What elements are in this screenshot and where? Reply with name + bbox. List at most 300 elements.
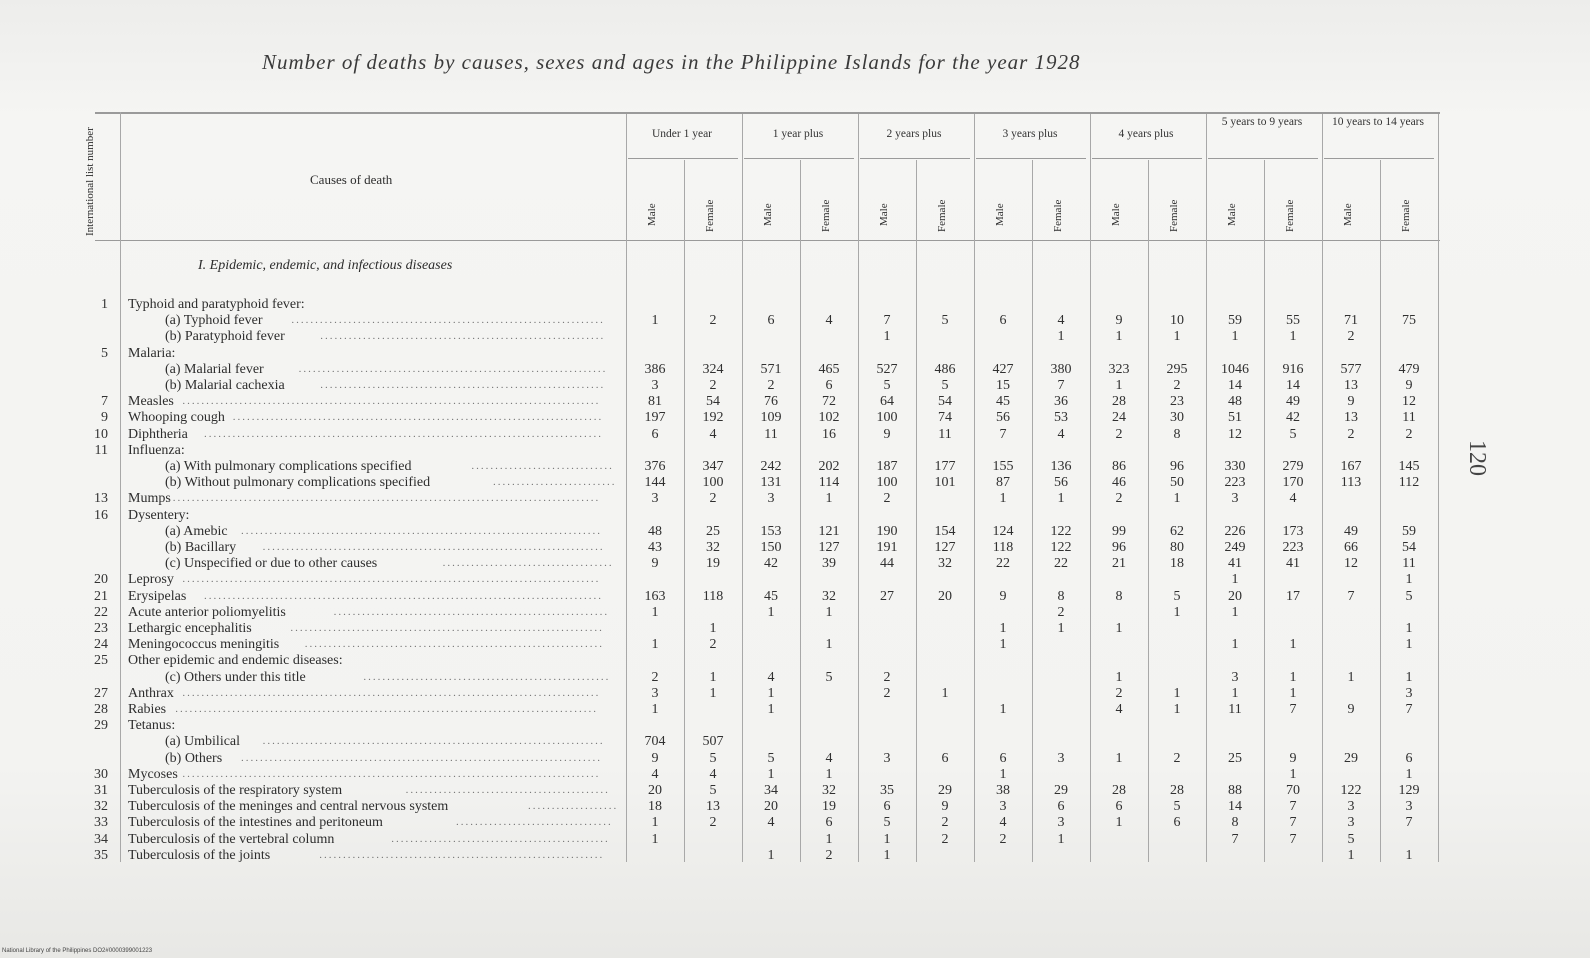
table-cell: 28 bbox=[1170, 783, 1184, 798]
table-cell: 704 bbox=[644, 734, 666, 750]
table-cell: 1 bbox=[1115, 815, 1123, 831]
table-cell: 43 bbox=[648, 540, 662, 555]
column-rule bbox=[742, 114, 743, 862]
cause-label: Influenza: bbox=[128, 442, 185, 458]
table-cell: 2 bbox=[883, 669, 891, 685]
table-cell: 2 bbox=[1347, 426, 1355, 442]
table-cell: 7 bbox=[999, 426, 1007, 442]
table-cell: 9 bbox=[651, 750, 659, 766]
table-cell: 7 bbox=[1231, 831, 1239, 847]
list-number: 33 bbox=[94, 815, 108, 831]
list-number: 9 bbox=[101, 410, 108, 426]
table-cell: 74 bbox=[938, 410, 952, 426]
table-cell: 145 bbox=[1398, 459, 1420, 474]
column-rule bbox=[858, 114, 859, 862]
cause-label: Meningococcus meningitis bbox=[128, 637, 280, 653]
table-cell: 1 bbox=[825, 766, 833, 782]
table-cell: 51 bbox=[1228, 410, 1242, 426]
header-top-rule bbox=[95, 112, 1440, 114]
table-cell: 86 bbox=[1112, 459, 1126, 474]
table-cell: 122 bbox=[1340, 783, 1362, 798]
cause-label: (a) Umbilical bbox=[165, 734, 241, 750]
table-cell: 6 bbox=[883, 799, 891, 815]
list-number: 28 bbox=[94, 702, 108, 717]
table-cell: 59 bbox=[1228, 313, 1242, 329]
leader-dots: .............................. bbox=[471, 460, 614, 472]
table-cell: 7 bbox=[1057, 378, 1065, 393]
table-cell: 1 bbox=[999, 491, 1007, 507]
table-cell: 2 bbox=[1115, 491, 1123, 507]
age-group-header: 1 year plus bbox=[772, 128, 824, 140]
table-cell: 1 bbox=[651, 313, 659, 329]
age-group-header: 3 years plus bbox=[1002, 128, 1058, 140]
list-number: 34 bbox=[94, 831, 108, 847]
male-header: Male bbox=[646, 203, 658, 226]
cause-label: (a) With pulmonary complications specified bbox=[165, 459, 412, 474]
table-cell: 1 bbox=[825, 637, 833, 653]
table-cell: 1 bbox=[1289, 766, 1297, 782]
table-cell: 20 bbox=[1228, 588, 1242, 604]
list-number-header: International list number bbox=[84, 127, 96, 236]
table-cell: 2 bbox=[1405, 426, 1413, 442]
table-cell: 9 bbox=[1405, 378, 1413, 393]
table-cell: 7 bbox=[1289, 702, 1297, 717]
table-cell: 4 bbox=[1057, 426, 1065, 442]
table-cell: 2 bbox=[999, 831, 1007, 847]
table-cell: 1 bbox=[1173, 604, 1181, 620]
list-number: 10 bbox=[94, 426, 108, 442]
column-rule bbox=[1438, 114, 1439, 862]
table-cell: 122 bbox=[1050, 523, 1072, 539]
table-cell: 571 bbox=[760, 361, 782, 377]
table-cell: 347 bbox=[702, 459, 724, 474]
table-cell: 1 bbox=[651, 637, 659, 653]
list-number: 27 bbox=[94, 685, 108, 701]
table-cell: 192 bbox=[702, 410, 724, 426]
list-number: 32 bbox=[94, 799, 108, 815]
leader-dots: ............................................................ bbox=[320, 330, 606, 343]
table-cell: 1 bbox=[1405, 766, 1413, 782]
table-cell: 5 bbox=[883, 815, 891, 831]
table-cell: 1 bbox=[1057, 491, 1065, 507]
table-cell: 3 bbox=[1347, 799, 1355, 815]
table-cell: 6 bbox=[651, 426, 659, 442]
age-group-rule bbox=[1324, 158, 1434, 159]
table-cell: 42 bbox=[764, 556, 778, 572]
table-cell: 3 bbox=[1231, 491, 1239, 507]
table-cell: 48 bbox=[648, 523, 662, 539]
table-cell: 6 bbox=[999, 750, 1007, 766]
table-cell: 75 bbox=[1402, 313, 1416, 329]
table-cell: 136 bbox=[1050, 459, 1072, 474]
table-cell: 9 bbox=[651, 556, 659, 572]
list-number: 21 bbox=[94, 588, 108, 604]
column-rule bbox=[1206, 114, 1207, 862]
table-cell: 242 bbox=[760, 459, 782, 474]
table-cell: 72 bbox=[822, 394, 836, 410]
table-cell: 18 bbox=[648, 799, 662, 815]
table-cell: 1 bbox=[767, 847, 775, 863]
table-cell: 155 bbox=[992, 459, 1014, 474]
table-cell: 38 bbox=[996, 783, 1010, 798]
table-cell: 3 bbox=[1057, 815, 1065, 831]
leader-dots: ............................................................................ bbox=[241, 751, 602, 764]
table-cell: 376 bbox=[644, 459, 666, 474]
table-cell: 295 bbox=[1166, 361, 1188, 377]
leader-dots: .................................................................. bbox=[291, 314, 605, 327]
table-cell: 2 bbox=[1173, 378, 1181, 393]
female-header: Female bbox=[1052, 199, 1064, 232]
table-cell: 6 bbox=[1115, 799, 1123, 815]
table-cell: 1 bbox=[1057, 621, 1065, 636]
table-cell: 32 bbox=[706, 540, 720, 555]
table-cell: 71 bbox=[1344, 313, 1358, 329]
cause-label: (c) Others under this title bbox=[165, 669, 306, 685]
leader-dots: ............................................................................ bbox=[241, 524, 602, 537]
leader-dots: ........................................................................................ bbox=[182, 395, 601, 408]
table-cell: 8 bbox=[1057, 588, 1065, 604]
age-group-header: 10 years to 14 years bbox=[1332, 116, 1424, 128]
table-cell: 49 bbox=[1344, 523, 1358, 539]
table-cell: 6 bbox=[825, 378, 833, 393]
table-cell: 6 bbox=[1405, 750, 1413, 766]
table-cell: 380 bbox=[1050, 361, 1072, 377]
female-header: Female bbox=[1168, 199, 1180, 232]
list-number: 11 bbox=[94, 442, 108, 458]
table-cell: 1 bbox=[1347, 669, 1355, 685]
table-cell: 32 bbox=[822, 783, 836, 798]
table-cell: 1 bbox=[999, 702, 1007, 717]
table-cell: 916 bbox=[1282, 361, 1304, 377]
list-number: 22 bbox=[94, 604, 108, 620]
table-cell: 2 bbox=[709, 491, 717, 507]
table-cell: 1 bbox=[709, 669, 717, 685]
table-cell: 100 bbox=[876, 475, 898, 491]
age-group-rule bbox=[744, 158, 854, 159]
cause-label: Mycoses bbox=[128, 766, 178, 782]
table-cell: 1 bbox=[1115, 621, 1123, 636]
table-cell: 2 bbox=[1057, 604, 1065, 620]
table-cell: 6 bbox=[999, 313, 1007, 329]
table-cell: 154 bbox=[934, 523, 956, 539]
table-cell: 22 bbox=[996, 556, 1010, 572]
causes-header: Causes of death bbox=[310, 172, 393, 187]
table-cell: 5 bbox=[1289, 426, 1297, 442]
table-cell: 330 bbox=[1224, 459, 1246, 474]
table-cell: 62 bbox=[1170, 523, 1184, 539]
table-cell: 4 bbox=[825, 313, 833, 329]
list-number: 35 bbox=[94, 847, 108, 863]
section-title: I. Epidemic, endemic, and infectious diseases bbox=[198, 258, 453, 273]
table-cell: 11 bbox=[1402, 556, 1416, 572]
table-cell: 13 bbox=[1344, 410, 1358, 426]
table-cell: 9 bbox=[1347, 394, 1355, 410]
leader-dots: ................................................................. bbox=[298, 362, 608, 375]
column-rule bbox=[1148, 160, 1149, 862]
male-header: Male bbox=[762, 203, 774, 226]
table-cell: 226 bbox=[1224, 523, 1246, 539]
list-number: 31 bbox=[94, 783, 108, 798]
table-cell: 5 bbox=[709, 750, 717, 766]
table-cell: 81 bbox=[648, 394, 662, 410]
column-rule bbox=[1032, 160, 1033, 862]
table-cell: 19 bbox=[822, 799, 836, 815]
table-cell: 18 bbox=[1170, 556, 1184, 572]
age-group-rule bbox=[1092, 158, 1202, 159]
table-cell: 9 bbox=[1289, 750, 1297, 766]
table-cell: 3 bbox=[651, 491, 659, 507]
age-group-rule bbox=[860, 158, 970, 159]
table-cell: 8 bbox=[1115, 588, 1123, 604]
table-cell: 6 bbox=[825, 815, 833, 831]
table-cell: 1 bbox=[999, 637, 1007, 653]
table-cell: 7 bbox=[1405, 815, 1413, 831]
cause-label: Erysipelas bbox=[128, 588, 187, 604]
footer-credit: National Library of the Philippines DO2#0000399001223 bbox=[2, 948, 153, 954]
table-cell: 2 bbox=[941, 831, 949, 847]
table-cell: 11 bbox=[1402, 410, 1416, 426]
table-cell: 36 bbox=[1054, 394, 1068, 410]
table-cell: 1 bbox=[1231, 329, 1239, 345]
table-cell: 465 bbox=[818, 361, 840, 377]
table-cell: 109 bbox=[760, 410, 782, 426]
leader-dots: .................................................... bbox=[363, 670, 611, 683]
table-cell: 80 bbox=[1170, 540, 1184, 555]
table-cell: 48 bbox=[1228, 394, 1242, 410]
cause-label: (c) Unspecified or due to other causes bbox=[165, 556, 378, 572]
table-cell: 4 bbox=[709, 426, 717, 442]
table-cell: 323 bbox=[1108, 361, 1130, 377]
table-cell: 28 bbox=[1112, 394, 1126, 410]
table-cell: 3 bbox=[651, 378, 659, 393]
table-cell: 3 bbox=[1057, 750, 1065, 766]
cause-label: Other epidemic and endemic diseases: bbox=[128, 653, 343, 669]
table-cell: 16 bbox=[822, 426, 836, 442]
table-cell: 28 bbox=[1112, 783, 1126, 798]
cause-label: (a) Malarial fever bbox=[165, 361, 264, 377]
table-cell: 4 bbox=[709, 766, 717, 782]
cause-label: Lethargic encephalitis bbox=[128, 621, 252, 636]
table-cell: 101 bbox=[934, 475, 956, 491]
table-cell: 3 bbox=[1231, 669, 1239, 685]
table-cell: 54 bbox=[706, 394, 720, 410]
table-cell: 427 bbox=[992, 361, 1014, 377]
cause-label: Tuberculosis of the vertebral column bbox=[128, 831, 335, 847]
table-cell: 1 bbox=[1289, 685, 1297, 701]
table-cell: 22 bbox=[1054, 556, 1068, 572]
table-cell: 46 bbox=[1112, 475, 1126, 491]
table-cell: 17 bbox=[1286, 588, 1300, 604]
cause-label: (b) Others bbox=[165, 750, 223, 766]
table-cell: 527 bbox=[876, 361, 898, 377]
table-cell: 12 bbox=[1228, 426, 1242, 442]
leader-dots: .............................................................................. bbox=[232, 411, 604, 424]
table-cell: 24 bbox=[1112, 410, 1126, 426]
table-cell: 7 bbox=[1405, 702, 1413, 717]
table-cell: 2 bbox=[709, 313, 717, 329]
table-cell: 4 bbox=[825, 750, 833, 766]
table-cell: 1 bbox=[709, 621, 717, 636]
cause-label: Tuberculosis of the respiratory system bbox=[128, 783, 343, 798]
table-cell: 177 bbox=[934, 459, 956, 474]
table-cell: 2 bbox=[767, 378, 775, 393]
table-cell: 1 bbox=[825, 604, 833, 620]
list-number: 1 bbox=[101, 297, 108, 312]
leader-dots: ........................................................................................ bbox=[182, 767, 601, 780]
table-cell: 87 bbox=[996, 475, 1010, 491]
table-cell: 88 bbox=[1228, 783, 1242, 798]
table-cell: 23 bbox=[1170, 394, 1184, 410]
table-cell: 121 bbox=[818, 523, 840, 539]
table-cell: 41 bbox=[1286, 556, 1300, 572]
table-cell: 2 bbox=[1115, 685, 1123, 701]
table-cell: 3 bbox=[1347, 815, 1355, 831]
table-cell: 4 bbox=[1289, 491, 1297, 507]
table-cell: 4 bbox=[651, 766, 659, 782]
table-cell: 1 bbox=[1115, 669, 1123, 685]
table-cell: 5 bbox=[1347, 831, 1355, 847]
leader-dots: ........................................................................................ bbox=[182, 573, 601, 586]
table-cell: 507 bbox=[702, 734, 724, 750]
table-cell: 202 bbox=[818, 459, 840, 474]
cause-label: (b) Paratyphoid fever bbox=[165, 329, 285, 345]
table-cell: 53 bbox=[1054, 410, 1068, 426]
table-cell: 486 bbox=[934, 361, 956, 377]
table-cell: 66 bbox=[1344, 540, 1358, 555]
table-cell: 118 bbox=[992, 540, 1014, 555]
column-rule bbox=[1264, 160, 1265, 862]
table-cell: 5 bbox=[1173, 799, 1181, 815]
cause-label: (b) Without pulmonary complications specified bbox=[165, 475, 431, 491]
table-cell: 324 bbox=[702, 361, 724, 377]
column-rule bbox=[1090, 114, 1091, 862]
table-cell: 2 bbox=[883, 685, 891, 701]
list-number: 30 bbox=[94, 766, 108, 782]
table-cell: 5 bbox=[941, 378, 949, 393]
table-cell: 3 bbox=[1405, 685, 1413, 701]
table-cell: 5 bbox=[767, 750, 775, 766]
leader-dots: .................................................................................... bbox=[204, 427, 603, 440]
female-header: Female bbox=[820, 199, 832, 232]
table-cell: 44 bbox=[880, 556, 894, 572]
table-cell: 1 bbox=[883, 831, 891, 847]
female-header: Female bbox=[1284, 199, 1296, 232]
table-cell: 41 bbox=[1228, 556, 1242, 572]
table-cell: 34 bbox=[764, 783, 778, 798]
table-cell: 386 bbox=[644, 361, 666, 377]
table-cell: 27 bbox=[880, 588, 894, 604]
column-rule bbox=[974, 114, 975, 862]
table-cell: 21 bbox=[1112, 556, 1126, 572]
table-cell: 54 bbox=[1402, 540, 1416, 555]
table-cell: 1 bbox=[1231, 572, 1239, 588]
column-rule bbox=[916, 160, 917, 862]
table-cell: 11 bbox=[1228, 702, 1242, 717]
table-cell: 4 bbox=[999, 815, 1007, 831]
table-cell: 170 bbox=[1282, 475, 1304, 491]
table-cell: 127 bbox=[818, 540, 840, 555]
column-rule bbox=[1380, 160, 1381, 862]
table-cell: 1046 bbox=[1221, 361, 1249, 377]
table-cell: 2 bbox=[709, 637, 717, 653]
table-cell: 1 bbox=[1173, 491, 1181, 507]
table-cell: 2 bbox=[883, 491, 891, 507]
table-cell: 102 bbox=[818, 410, 840, 426]
list-number: 13 bbox=[94, 491, 108, 507]
table-cell: 1 bbox=[999, 766, 1007, 782]
table-cell: 1 bbox=[1289, 329, 1297, 345]
table-cell: 1 bbox=[999, 621, 1007, 636]
table-cell: 14 bbox=[1228, 378, 1242, 393]
age-group-header: Under 1 year bbox=[651, 128, 713, 140]
table-cell: 49 bbox=[1286, 394, 1300, 410]
column-rule bbox=[626, 114, 627, 862]
table-cell: 25 bbox=[1228, 750, 1242, 766]
table-cell: 15 bbox=[996, 378, 1010, 393]
table-cell: 1 bbox=[883, 847, 891, 863]
leader-dots: ................... bbox=[528, 800, 619, 813]
cause-label: Diphtheria bbox=[128, 426, 188, 442]
table-cell: 5 bbox=[941, 313, 949, 329]
table-cell: 2 bbox=[709, 378, 717, 393]
cause-label: Anthrax bbox=[128, 685, 174, 701]
table-cell: 479 bbox=[1398, 361, 1420, 377]
age-group-rule bbox=[976, 158, 1086, 159]
leader-dots: ........................................................................................... bbox=[168, 492, 601, 505]
list-number: 16 bbox=[94, 507, 108, 523]
leader-dots: ........................................................................ bbox=[262, 541, 605, 553]
table-cell: 1 bbox=[767, 702, 775, 717]
table-cell: 2 bbox=[1347, 329, 1355, 345]
table-cell: 42 bbox=[1286, 410, 1300, 426]
table-cell: 2 bbox=[651, 669, 659, 685]
leader-dots: ............................................................... bbox=[304, 638, 605, 651]
table-cell: 118 bbox=[702, 588, 724, 604]
table-cell: 6 bbox=[1173, 815, 1181, 831]
list-number: 29 bbox=[94, 718, 108, 734]
table-cell: 100 bbox=[702, 475, 724, 491]
table-cell: 1 bbox=[1405, 621, 1413, 636]
table-cell: 35 bbox=[880, 783, 894, 798]
cause-label: Tuberculosis of the meninges and central nervous system bbox=[128, 799, 449, 815]
table-cell: 1 bbox=[651, 702, 659, 717]
table-cell: 20 bbox=[938, 588, 952, 604]
list-number: 23 bbox=[94, 621, 108, 636]
table-cell: 7 bbox=[1289, 799, 1297, 815]
table-cell: 11 bbox=[938, 426, 952, 442]
table-cell: 12 bbox=[1344, 556, 1358, 572]
table-cell: 129 bbox=[1398, 783, 1420, 798]
table-cell: 122 bbox=[1050, 540, 1072, 555]
table-cell: 3 bbox=[1405, 799, 1413, 815]
table-cell: 20 bbox=[764, 799, 778, 815]
age-group-rule bbox=[1208, 158, 1318, 159]
table-cell: 1 bbox=[767, 604, 775, 620]
table-cell: 1 bbox=[825, 831, 833, 847]
table-cell: 144 bbox=[644, 475, 666, 491]
table-cell: 45 bbox=[764, 588, 778, 604]
table-cell: 2 bbox=[1115, 426, 1123, 442]
table-cell: 6 bbox=[1057, 799, 1065, 815]
table-cell: 197 bbox=[644, 410, 666, 426]
female-header: Female bbox=[1400, 199, 1412, 232]
table-cell: 5 bbox=[825, 669, 833, 685]
cause-label: (b) Bacillary bbox=[165, 540, 237, 555]
cause-label: Dysentery: bbox=[128, 507, 190, 523]
cause-label: Tuberculosis of the joints bbox=[128, 847, 271, 863]
table-cell: 1 bbox=[651, 604, 659, 620]
table-cell: 1 bbox=[1173, 702, 1181, 717]
